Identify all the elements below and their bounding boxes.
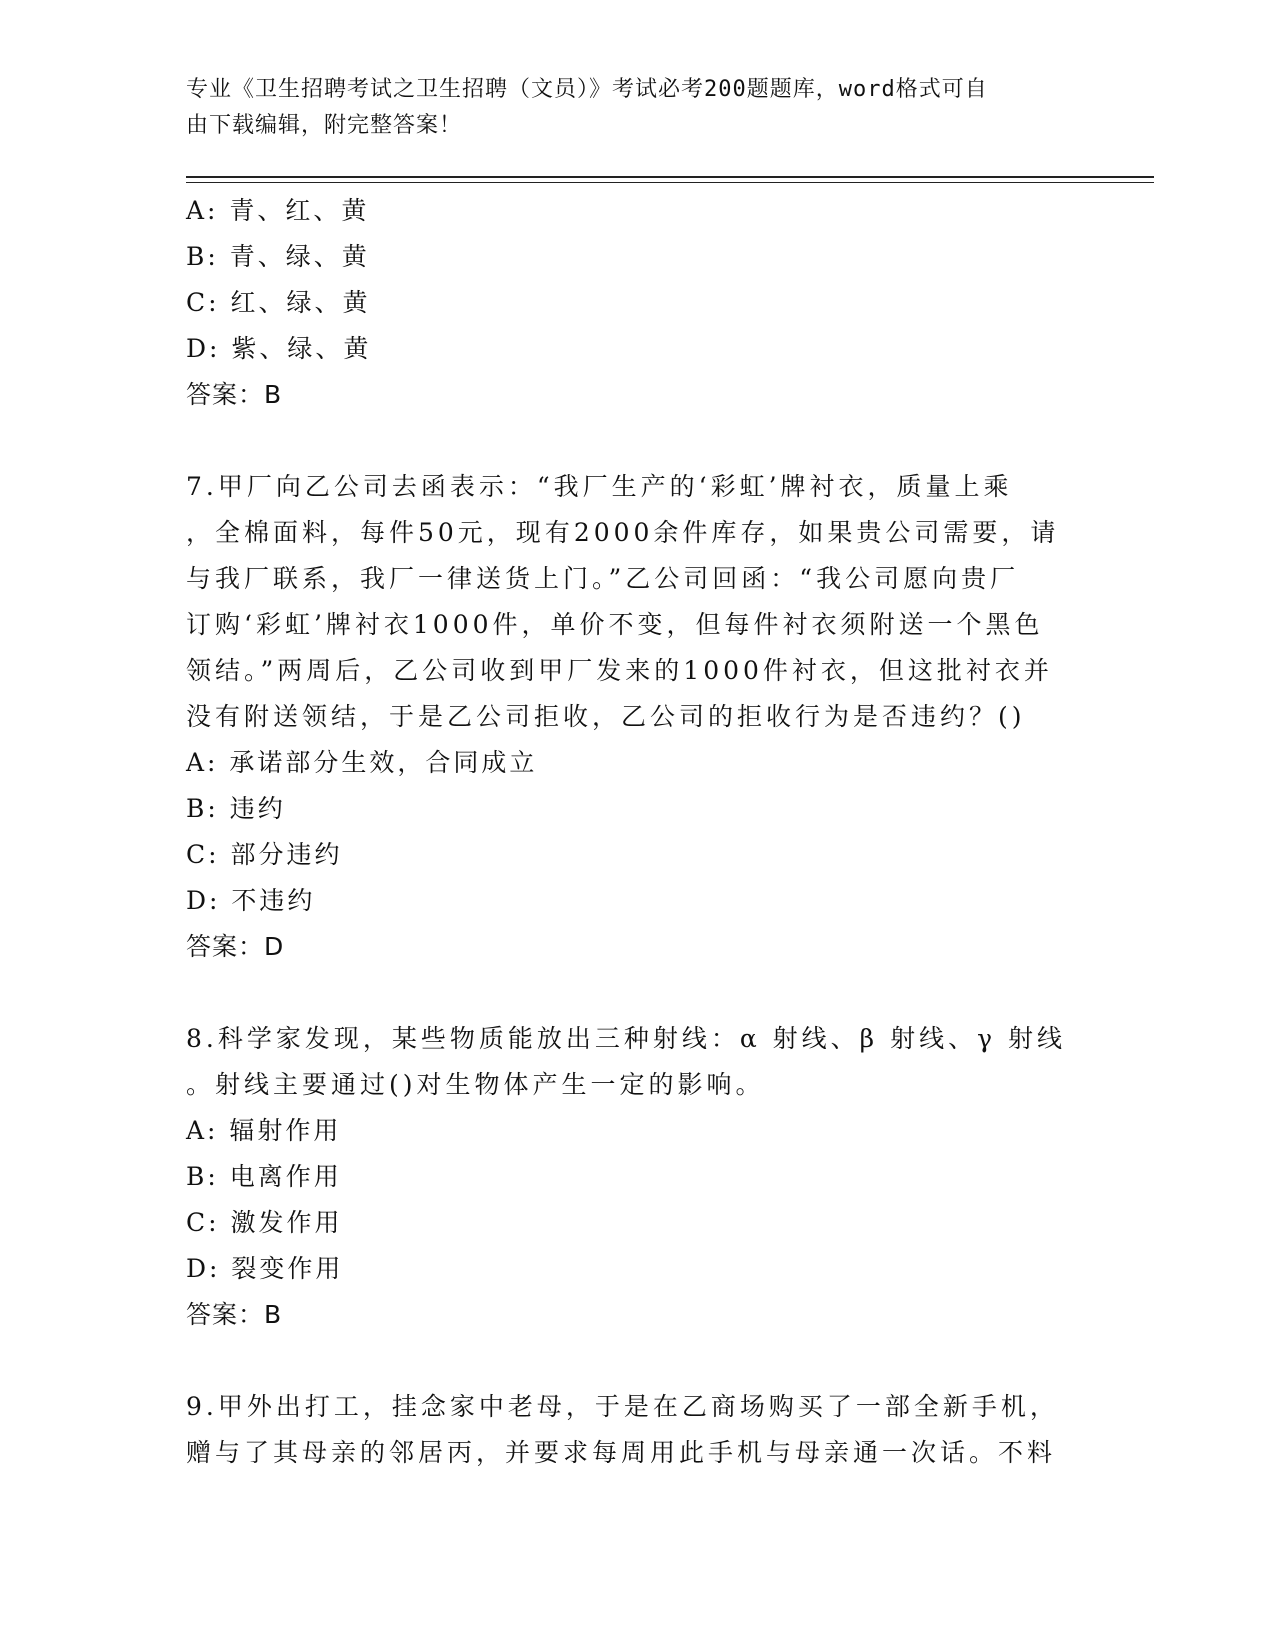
option-a: A: 承诺部分生效，合同成立 (186, 748, 538, 777)
option-b: B: 电离作用 (186, 1162, 342, 1191)
question-text-line: 8.科学家发现，某些物质能放出三种射线：α 射线、β 射线、γ 射线 (186, 1024, 1066, 1053)
question-text-line: 领结。”两周后，乙公司收到甲厂发来的1000件衬衣，但这批衬衣并 (186, 656, 1053, 685)
question-text-line: 。射线主要通过()对生物体产生一定的影响。 (186, 1070, 765, 1099)
header-divider-thick (186, 176, 1154, 178)
question-6 (186, 188, 1086, 418)
question-text-line: ，全棉面料，每件50元，现有2000余件库存，如果贵公司需要，请 (186, 518, 1060, 547)
question-text-line: 没有附送领结，于是乙公司拒收，乙公司的拒收行为是否违约？() (186, 702, 1026, 731)
answer-line: 答案：B (186, 1300, 283, 1329)
spacer (186, 970, 1086, 1016)
answer-line: 答案：D (186, 932, 285, 961)
option-d: D: 裂变作用 (186, 1254, 344, 1283)
option-b: B: 青、绿、黄 (186, 242, 370, 271)
option-a: A: 青、红、黄 (186, 196, 370, 225)
option-d: D: 紫、绿、黄 (186, 334, 372, 363)
question-8-options (186, 1108, 1086, 1338)
document-header (186, 72, 1066, 144)
question-text-line: 赠与了其母亲的邻居丙，并要求每周用此手机与母亲通一次话。不料 (186, 1438, 1057, 1467)
question-list (186, 188, 1086, 1476)
question-8 (186, 1016, 1086, 1108)
option-c: C: 激发作用 (186, 1208, 343, 1237)
question-9 (186, 1384, 1086, 1476)
question-text-line: 9.甲外出打工，挂念家中老母，于是在乙商场购买了一部全新手机， (186, 1392, 1059, 1421)
option-a: A: 辐射作用 (186, 1116, 342, 1145)
question-7-options (186, 740, 1086, 970)
question-text-line: 订购‘彩虹’牌衬衣1000件，单价不变，但每件衬衣须附送一个黑色 (186, 610, 1044, 639)
question-text-line: 与我厂联系，我厂一律送货上门。”乙公司回函：“我公司愿向贵厂 (186, 564, 1020, 593)
question-7 (186, 464, 1086, 740)
header-line-2: 由下载编辑，附完整答案！ (186, 113, 463, 138)
option-b: B: 违约 (186, 794, 286, 823)
spacer (186, 418, 1086, 464)
spacer (186, 1338, 1086, 1384)
option-d: D: 不违约 (186, 886, 316, 915)
answer-line: 答案：B (186, 380, 283, 409)
option-c: C: 红、绿、黄 (186, 288, 371, 317)
option-c: C: 部分违约 (186, 840, 343, 869)
header-line-1: 专业《卫生招聘考试之卫生招聘（文员）》考试必考200题题库，word格式可自 (186, 77, 988, 102)
question-text-line: 7.甲厂向乙公司去函表示：“我厂生产的‘彩虹’牌衬衣，质量上乘 (186, 472, 1013, 501)
header-divider-thin (186, 182, 1154, 183)
